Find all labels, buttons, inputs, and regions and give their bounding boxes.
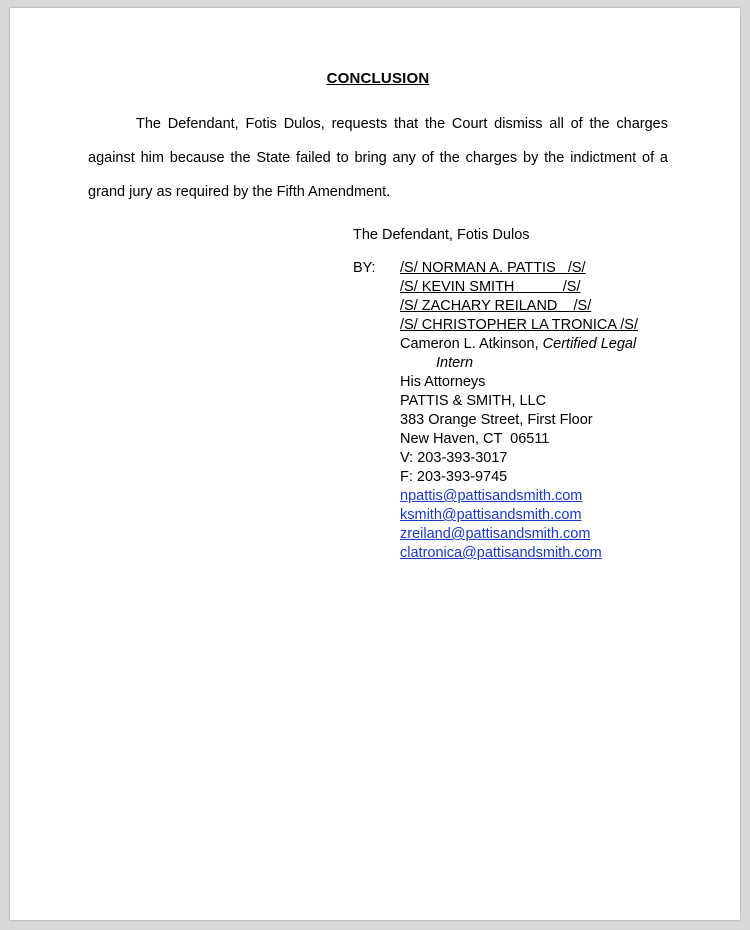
email-link-clatronica[interactable]: clatronica@pattisandsmith.com	[400, 545, 602, 561]
page-title: CONCLUSION	[326, 70, 430, 87]
signature-block	[88, 225, 668, 563]
conclusion-paragraph: The Defendant, Fotis Dulos, requests that the Court dismiss all of the charges against him because the State failed to bring any of the charges by the indictment of a grand jury as required by the Fifth Amendment.	[88, 116, 668, 200]
document-content	[88, 70, 668, 563]
address-street: 383 Orange Street, First Floor	[400, 412, 593, 428]
attorney-role: His Attorneys	[400, 374, 486, 390]
signature-line-pattis: /S/ NORMAN A. PATTIS /S/	[400, 260, 586, 276]
signature-line-latronica: /S/ CHRISTOPHER LA TRONICA /S/	[400, 317, 638, 333]
signature-lines	[400, 259, 668, 563]
by-label: BY:	[353, 260, 376, 276]
document-page	[10, 8, 740, 920]
email-link-ksmith[interactable]: ksmith@pattisandsmith.com	[400, 507, 582, 523]
intern-title: Certified Legal	[542, 336, 637, 352]
by-row	[353, 259, 668, 563]
intern-line	[400, 335, 668, 354]
email-link-zreiland[interactable]: zreiland@pattisandsmith.com	[400, 526, 591, 542]
intern-name: Cameron L. Atkinson,	[400, 336, 543, 352]
signature-line-smith: /S/ KEVIN SMITH /S/	[400, 279, 581, 295]
intern-title-continued: Intern	[436, 355, 474, 371]
defendant-line: The Defendant, Fotis Dulos	[353, 227, 530, 243]
phone-number: V: 203-393-3017	[400, 450, 508, 466]
email-link-npattis[interactable]: npattis@pattisandsmith.com	[400, 488, 583, 504]
signature-line-reiland: /S/ ZACHARY REILAND /S/	[400, 298, 592, 314]
fax-number: F: 203-393-9745	[400, 469, 508, 485]
firm-name: PATTIS & SMITH, LLC	[400, 393, 547, 409]
address-city-state-zip: New Haven, CT 06511	[400, 431, 550, 447]
